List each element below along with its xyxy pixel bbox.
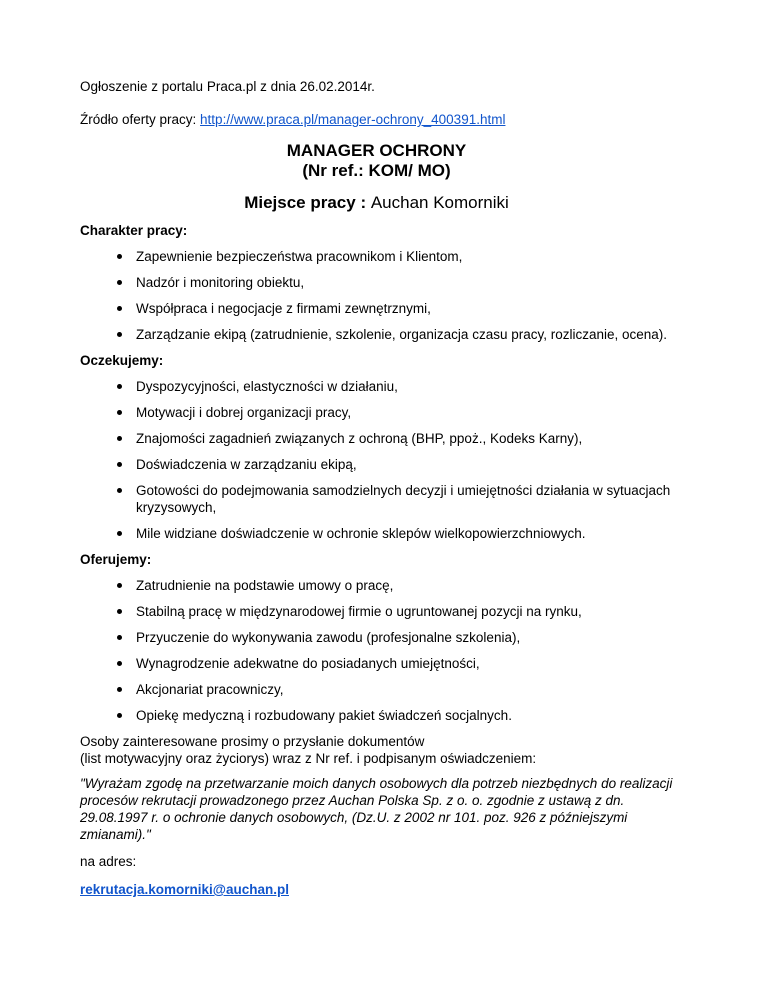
list-item — [80, 577, 673, 594]
bullet-icon — [117, 531, 122, 536]
job-title: MANAGER OCHRONY — [286, 141, 467, 160]
bullet-icon — [117, 583, 122, 588]
source-label: Źródło oferty pracy: — [80, 112, 201, 127]
section-heading-benefits: Oferujemy: — [80, 552, 152, 567]
list-item — [80, 681, 673, 698]
list-item-text: Doświadczenia w zarządzaniu ekipą, — [136, 457, 357, 472]
bullet-icon — [117, 609, 122, 614]
list-item-text: Zarządzanie ekipą (zatrudnienie, szkolenie, organizacja czasu pracy, rozliczanie, ocena). — [136, 327, 668, 342]
bullet-icon — [117, 635, 122, 640]
list-item-text: Zatrudnienie na podstawie umowy o pracę, — [136, 578, 394, 593]
bullet-icon — [117, 332, 122, 337]
bullet-list-requirements — [80, 378, 673, 542]
bullet-icon — [117, 661, 122, 666]
closing-line-2: (list motywacyjny oraz życiorys) wraz z Nr ref. i podpisanym oświadczeniem: — [80, 751, 537, 766]
list-item — [80, 456, 673, 473]
closing-line-1: Osoby zainteresowane prosimy o przysłanie dokumentów — [80, 734, 425, 749]
list-item — [80, 655, 673, 672]
list-item-text: Przyuczenie do wykonywania zawodu (profesjonalne szkolenia), — [136, 630, 521, 645]
list-item — [80, 300, 673, 317]
list-item-text: Zapewnienie bezpieczeństwa pracownikom i Klientom, — [136, 249, 463, 264]
list-item — [80, 707, 673, 724]
list-item-text: Gotowości do podejmowania samodzielnych decyzji i umiejętności działania w sytuacjach kryzysowych, — [136, 483, 671, 515]
list-item-text: Stabilną pracę w międzynarodowej firmie o ugruntowanej pozycji na rynku, — [136, 604, 582, 619]
bullet-icon — [117, 687, 122, 692]
list-item — [80, 326, 673, 343]
bullet-list-benefits — [80, 577, 673, 724]
bullet-icon — [117, 488, 122, 493]
bullet-icon — [117, 254, 122, 259]
job-reference: (Nr ref.: KOM/ MO) — [302, 161, 451, 180]
bullet-icon — [117, 713, 122, 718]
list-item — [80, 430, 673, 447]
list-item — [80, 248, 673, 265]
section-heading-job-duties: Charakter pracy: — [80, 223, 188, 238]
list-item-text: Opiekę medyczną i rozbudowany pakiet świadczeń socjalnych. — [136, 708, 512, 723]
section-heading-requirements: Oczekujemy: — [80, 353, 164, 368]
bullet-icon — [117, 436, 122, 441]
job-title-block — [80, 141, 673, 181]
consent-clause: "Wyrażam zgodę na przetwarzanie moich danych osobowych dla potrzeb niezbędnych do realizacji procesów rekrutacji prowadzonego przez Auchan Polska Sp. z o. o. zgodnie z ustawą z dn. 29.08.1997 r. o ochronie danych osobowych, (Dz.U. z 2002 nr 101. poz. 926 z późniejszymi zmianami)." — [80, 776, 673, 842]
list-item — [80, 404, 673, 421]
bullet-icon — [117, 410, 122, 415]
location-label: Miejsce pracy : — [244, 193, 371, 212]
location-value: Auchan Komorniki — [370, 193, 509, 212]
list-item-text: Motywacji i dobrej organizacji pracy, — [136, 405, 352, 420]
bullet-icon — [117, 306, 122, 311]
list-item — [80, 525, 673, 542]
list-item — [80, 482, 673, 516]
bullet-icon — [117, 280, 122, 285]
list-item — [80, 629, 673, 646]
list-item-text: Znajomości zagadnień związanych z ochroną (BHP, ppoż., Kodeks Karny), — [136, 431, 583, 446]
bullet-icon — [117, 384, 122, 389]
address-label: na adres: — [80, 854, 137, 869]
intro-line: Ogłoszenie z portalu Praca.pl z dnia 26.02.2014r. — [80, 79, 375, 94]
list-item-text: Akcjonariat pracowniczy, — [136, 682, 284, 697]
email-link[interactable]: rekrutacja.komorniki@auchan.pl — [80, 882, 289, 897]
sections-container — [80, 222, 673, 724]
list-item-text: Wynagrodzenie adekwatne do posiadanych umiejętności, — [136, 656, 480, 671]
list-item — [80, 274, 673, 291]
source-line — [80, 111, 673, 128]
list-item — [80, 603, 673, 620]
bullet-icon — [117, 462, 122, 467]
list-item-text: Współpraca i negocjacje z firmami zewnętrznymi, — [136, 301, 431, 316]
closing-text — [80, 733, 673, 767]
work-location — [80, 192, 673, 213]
source-link[interactable]: http://www.praca.pl/manager-ochrony_400391.html — [200, 112, 506, 127]
list-item-text: Nadzór i monitoring obiektu, — [136, 275, 305, 290]
list-item — [80, 378, 673, 395]
bullet-list-job-duties — [80, 248, 673, 343]
list-item-text: Dyspozycyjności, elastyczności w działaniu, — [136, 379, 398, 394]
list-item-text: Mile widziane doświadczenie w ochronie sklepów wielkopowierzchniowych. — [136, 526, 586, 541]
